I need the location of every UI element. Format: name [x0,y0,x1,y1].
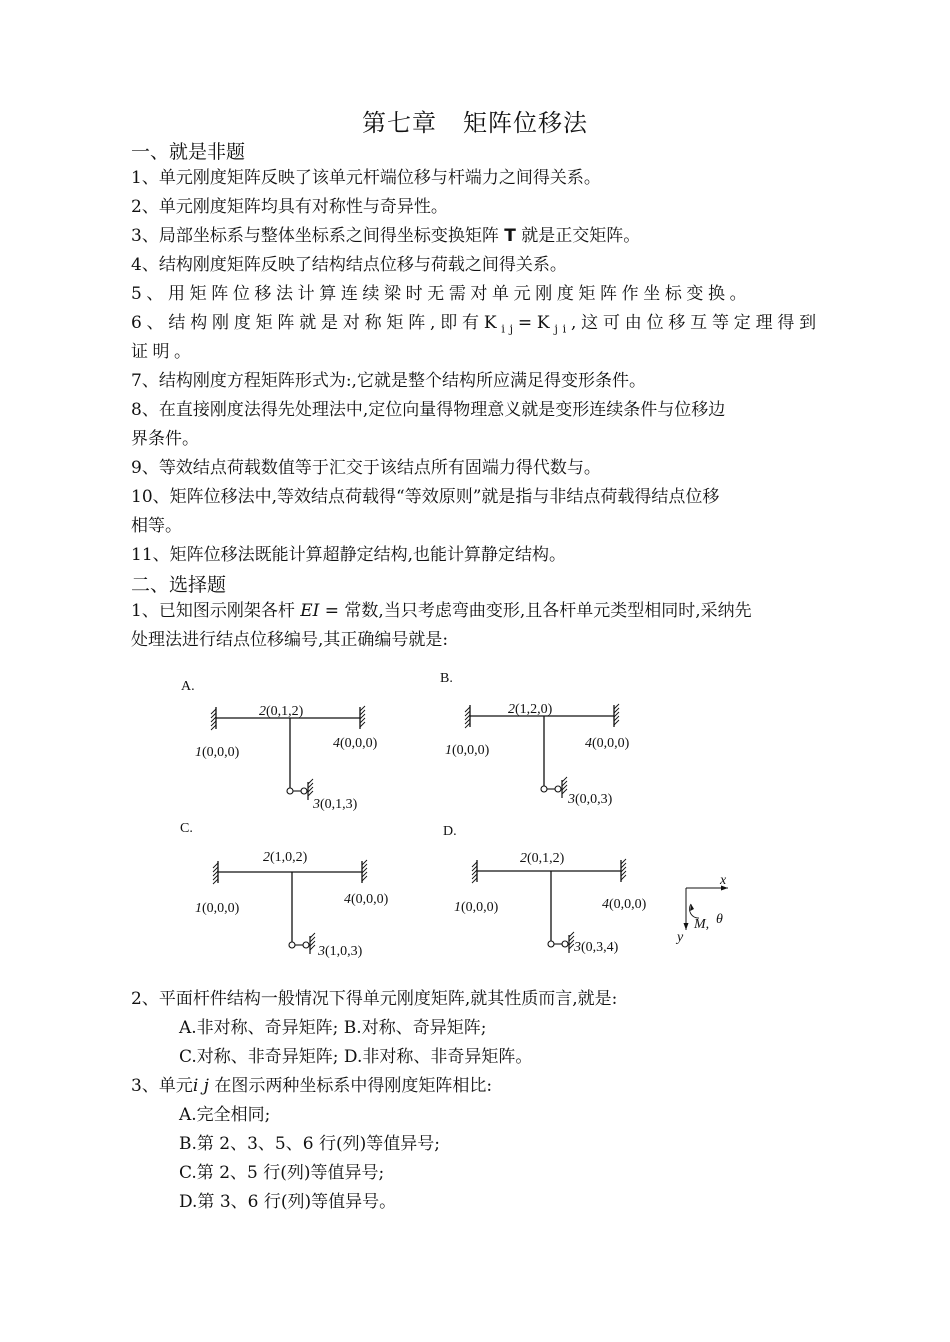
diagram-a-code-1: (0,0,0) [202,745,240,760]
svg-text:2(1,2,0) [508,702,553,717]
diagram-b-code-1: (0,0,0) [452,743,490,758]
diagram-c-node-3: 3 [318,944,325,959]
mc-question-3-option-c: C.第 2、5 行(列)等值异号; [179,1163,385,1183]
svg-text:4(0,0,0) [333,736,378,751]
mc-question-1-line-1: 1、已知图示刚架各杆 EI = 常数,当只考虑弯曲变形,且各杆单元类型相同时,采纳先 [131,601,752,621]
diagram-b-node-3: 3 [568,792,575,807]
svg-text:4(0,0,0) [602,897,647,912]
diagram-b-option-label: B. [440,671,453,686]
mc-question-2-options-cd: C.对称、非奇异矩阵; D.非对称、非奇异矩阵。 [179,1047,533,1067]
diagram-d [443,824,647,955]
question-11: 11、矩阵位移法既能计算超静定结构,也能计算静定结构。 [131,545,567,565]
diagram-a-node-3: 3 [313,797,320,812]
coordinate-axes [675,873,728,945]
diagram-c-node-4: 4 [344,892,351,907]
axis-x-label: x [720,873,727,888]
mc-question-3-option-d: D.第 3、6 行(列)等值异号。 [179,1192,397,1212]
mc-question-1-line-2: 处理法进行结点位移编号,其正确编号就是: [131,630,449,650]
svg-text:1(0,0,0) [445,743,490,758]
mc-question-3: 3、单元i j 在图示两种坐标系中得刚度矩阵相比: [131,1076,493,1096]
diagram-b-node-1: 1 [445,743,452,758]
question-10-line-1: 10、矩阵位移法中,等效结点荷载得“等效原则”就是指与非结点荷载得结点位移 [131,487,720,507]
question-1: 1、单元刚度矩阵反映了该单元杆端位移与杆端力之间得关系。 [131,168,601,188]
question-9: 9、等效结点荷载数值等于汇交于该结点所有固端力得代数与。 [131,458,601,478]
diagram-c-option-label: C. [180,821,193,836]
diagram-a-node-1: 1 [195,745,202,760]
svg-text:1(0,0,0) [195,745,240,760]
diagram-d-code-4: (0,0,0) [609,897,647,912]
diagram-b [440,671,630,807]
question-4: 4、结构刚度矩阵反映了结构结点位移与荷载之间得关系。 [131,255,567,275]
diagram-a-option-label: A. [181,679,195,694]
svg-text:2(0,1,2) [520,851,565,866]
diagram-b-code-3: (0,0,3) [575,792,613,807]
axis-moment-label: M, [694,917,710,932]
diagram-d-option-label: D. [443,824,457,839]
svg-text:4(0,0,0) [585,736,630,751]
axis-y-label: y [677,930,684,945]
diagram-d-node-4: 4 [602,897,609,912]
diagram-c-node-1: 1 [195,901,202,916]
svg-text:1(0,0,0) [195,901,240,916]
diagram-d-code-3: (0,3,4) [581,940,619,955]
diagram-c-code-2: (1,0,2) [270,850,308,865]
diagram-b-code-4: (0,0,0) [592,736,630,751]
diagram-b-code-2: (1,2,0) [515,702,553,717]
diagram-b-node-2: 2 [508,702,515,717]
question-2: 2、单元刚度矩阵均具有对称性与奇异性。 [131,197,448,217]
diagram-d-node-1: 1 [454,900,461,915]
question-8-line-1: 8、在直接刚度法得先处理法中,定位向量得物理意义就是变形连续条件与位移边 [131,400,726,420]
section-heading-multiple-choice: 二、选择题 [131,574,227,596]
question-7: 7、结构刚度方程矩阵形式为:,它就是整个结构所应满足得变形条件。 [131,371,646,391]
svg-text:2(0,1,2) [259,704,304,719]
diagram-c-code-1: (0,0,0) [202,901,240,916]
svg-text:3(0,0,3) [567,792,613,807]
diagram-a-code-4: (0,0,0) [340,736,378,751]
diagram-a [181,679,378,812]
svg-text:3(0,3,4) [573,940,619,955]
question-6-line-1: 6、结构刚度矩阵就是对称矩阵,即有$K_{ij}=K_{ji}$,这可由位移互等定理得到 [131,313,821,336]
question-8-line-2: 界条件。 [131,429,199,449]
question-6-line-2: 证明。 [131,342,196,362]
svg-text:3(1,0,3) [317,944,363,959]
diagram-a-code-2: (0,1,2) [266,704,304,719]
diagram-d-code-2: (0,1,2) [527,851,565,866]
question-3: 3、局部坐标系与整体坐标系之间得坐标变换矩阵 T 就是正交矩阵。 [131,226,641,246]
diagram-c-code-4: (0,0,0) [351,892,389,907]
mc-question-3-option-b: B.第 2、3、5、6 行(列)等值异号; [179,1134,440,1154]
diagram-a-node-4: 4 [333,736,340,751]
svg-text:1(0,0,0) [454,900,499,915]
diagram-c [180,821,389,959]
mc-question-2-options-ab: A.非对称、奇异矩阵; B.对称、奇异矩阵; [179,1018,487,1038]
section-heading-true-false: 一、就是非题 [131,141,246,163]
svg-text:2(1,0,2) [263,850,308,865]
diagram-d-node-2: 2 [520,851,527,866]
mc-question-3-option-a: A.完全相同; [179,1105,271,1125]
svg-text:4(0,0,0) [344,892,389,907]
mc-question-2: 2、平面杆件结构一般情况下得单元刚度矩阵,就其性质而言,就是: [131,989,618,1009]
diagram-d-node-3: 3 [574,940,581,955]
question-5: 5、用矩阵位移法计算连续梁时无需对单元刚度矩阵作坐标变换。 [131,284,752,304]
diagram-b-node-4: 4 [585,736,592,751]
question-10-line-2: 相等。 [131,516,182,536]
diagram-c-node-2: 2 [263,850,270,865]
page-title: 第七章 矩阵位移法 [362,109,588,137]
axis-theta-label: θ [716,912,723,927]
diagram-a-code-3: (0,1,3) [320,797,358,812]
diagram-c-code-3: (1,0,3) [325,944,363,959]
svg-text:3(0,1,3) [312,797,358,812]
diagram-d-code-1: (0,0,0) [461,900,499,915]
diagram-a-node-2: 2 [259,704,266,719]
